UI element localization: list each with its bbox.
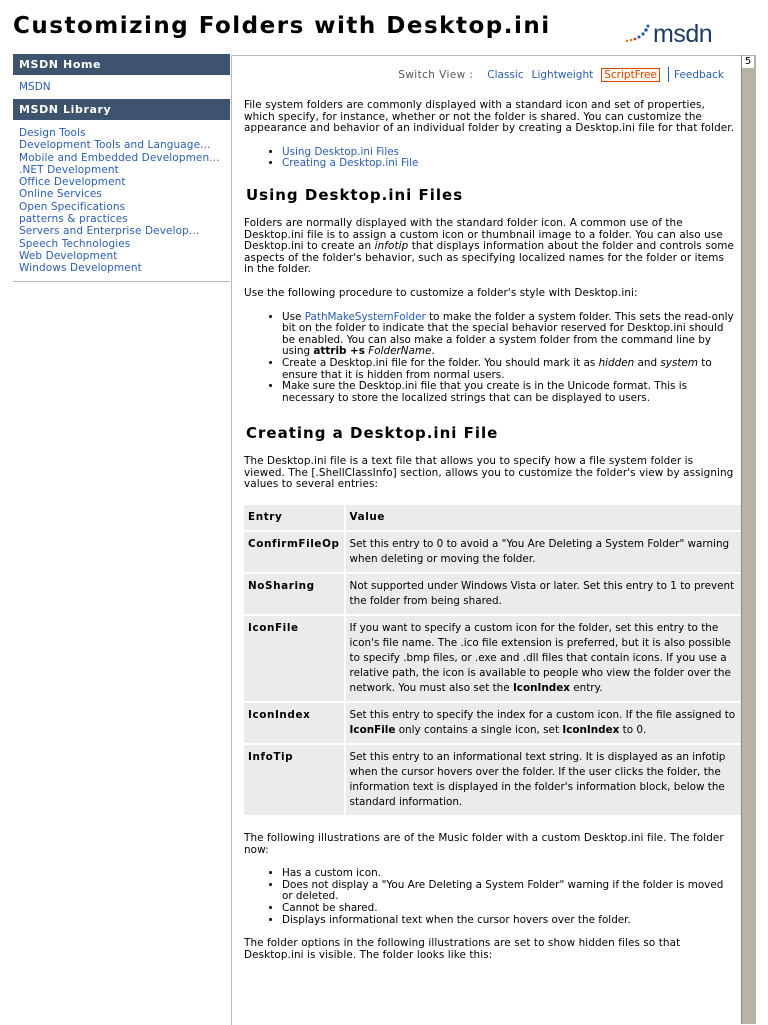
sidebar-item-office[interactable]: Office Development: [19, 176, 126, 189]
msdn-logo[interactable]: [625, 20, 743, 54]
sidebar-item-windows-development[interactable]: Windows Development: [19, 262, 142, 275]
foldername-arg: FolderName: [368, 345, 432, 358]
illustrations-paragraph: The following illustrations are of the Music folder with a custom Desktop.ini file. The folder now:: [244, 832, 724, 856]
entry-cell: InfoTip: [244, 745, 344, 815]
toc-item: [282, 158, 737, 170]
heading-creating-desktop-ini: Creating a Desktop.ini File: [246, 424, 499, 443]
sidebar-item-web-development[interactable]: Web Development: [19, 249, 118, 262]
table-row: [244, 745, 741, 815]
table-row: [244, 703, 741, 743]
scroll-indicator: 5: [742, 56, 754, 68]
msdn-swoosh-icon: [625, 24, 655, 44]
using-paragraph-text-end: that displays information about the folder and controls some aspects of the folder's behavior, such as specifying localized names for the folder or items in the folder.: [244, 240, 735, 276]
pathmakesystemfolder-link[interactable]: PathMakeSystemFolder: [304, 310, 426, 323]
creating-paragraph: The Desktop.ini file is a text file that allows you to specify how a file system folder is viewed. The [.ShellClassInfo] section, allows you to customize the folder's view by assigning values to several entries:: [244, 455, 734, 491]
list-item: • Cannot be shared.: [282, 903, 737, 915]
feedback-link[interactable]: Feedback: [673, 68, 724, 81]
sidebar-item-speech[interactable]: Speech Technologies: [19, 237, 131, 250]
list-item: • Does not display a "You Are Deleting a System Folder" warning if the folder is moved or deleted.: [282, 880, 737, 903]
entry-cell: ConfirmFileOp: [244, 532, 344, 572]
step-text: Create a Desktop.ini file for the folder. You should mark it as: [282, 356, 599, 369]
step-text: Use: [282, 310, 305, 323]
value-text: entry.: [569, 682, 603, 695]
sidebar-item-patterns-practices[interactable]: patterns & practices: [19, 213, 128, 226]
infotip-term: infotip: [374, 240, 409, 253]
sidebar-header-msdn-library[interactable]: MSDN Library: [13, 99, 230, 120]
step-text: and: [634, 356, 661, 369]
sidebar-item-online-services[interactable]: Online Services: [19, 188, 102, 201]
sidebar-link-msdn[interactable]: MSDN: [19, 81, 51, 93]
toc-link-creating[interactable]: Creating a Desktop.ini File: [282, 157, 419, 170]
list-item: • Displays informational text when the cursor hovers over the folder.: [282, 915, 737, 927]
column-header-value: Value: [346, 505, 741, 530]
sidebar-library-list: [13, 120, 230, 275]
value-text: Set this entry to specify the index for a custom icon. If the file assigned to: [349, 709, 736, 722]
table-header-row: [244, 505, 741, 530]
folder-features-list: [244, 868, 737, 926]
table-row: [244, 574, 741, 614]
toc-list: [244, 147, 737, 170]
column-header-entry: Entry: [244, 505, 344, 530]
entry-cell: IconIndex: [244, 703, 344, 743]
value-text: only contains a single icon, set: [395, 724, 563, 737]
value-cell: Set this entry to 0 to avoid a "You Are Deleting a System Folder" warning when deleting or moving the folder.: [346, 532, 741, 572]
view-lightweight-link[interactable]: Lightweight: [531, 68, 594, 81]
sidebar-item-open-specifications[interactable]: Open Specifications: [19, 200, 126, 213]
intro-paragraph: File system folders are commonly displayed with a standard icon and set of properties, which specify, for instance, whether or not the folder is shared. You can customize the appearance and behavior of an individual folder by creating a Desktop.ini file for that folder.: [244, 99, 735, 135]
value-cell: [346, 616, 741, 701]
vertical-scrollbar[interactable]: [741, 55, 756, 1024]
procedure-step: [282, 358, 737, 381]
procedure-step: [282, 312, 737, 358]
sidebar-item-design-tools[interactable]: Design Tools: [19, 127, 86, 139]
step-text: .: [431, 345, 435, 358]
sidebar-item-mobile-embedded[interactable]: Mobile and Embedded Developmen...: [19, 151, 220, 164]
value-cell: Not supported under Windows Vista or later. Set this entry to 1 to prevent the folder from being shared.: [346, 574, 741, 614]
value-cell: Set this entry to an informational text string. It is displayed as an infotip when the cursor hovers over the folder. If the user clicks the folder, the information text is displayed in the folder's information block, below the standard information.: [346, 745, 741, 815]
toc-link-using[interactable]: Using Desktop.ini Files: [282, 145, 400, 158]
view-scriptfree-link[interactable]: ScriptFree: [601, 68, 660, 82]
procedure-step: • Make sure the Desktop.ini file that you create is in the Unicode format. This is necessary to store the localized strings that can be displayed to users.: [282, 381, 737, 404]
iconfile-term: IconFile: [349, 724, 396, 737]
iconindex-term: IconIndex: [562, 724, 620, 737]
entry-cell: IconFile: [244, 616, 344, 701]
value-text: If you want to specify a custom icon for the folder, set this entry to the icon's file name. The .ico file extension is preferred, but it is also possible to specify .bmp files, or .exe and .dll files that contain icons. If you use a relative path, the icon is available to people who view the folder over the network. You must also set the: [349, 622, 731, 695]
value-cell: [346, 703, 741, 743]
using-paragraph: [244, 218, 737, 276]
procedure-list: [244, 312, 737, 405]
view-classic-link[interactable]: Classic: [487, 68, 524, 81]
article-body: [244, 100, 737, 973]
sidebar-item-dotnet[interactable]: .NET Development: [19, 163, 119, 176]
table-row: [244, 532, 741, 572]
attrib-command: attrib +s: [313, 345, 365, 358]
sidebar: [13, 54, 230, 282]
iconindex-term: IconIndex: [512, 682, 570, 695]
entries-table: [242, 503, 741, 817]
procedure-intro: Use the following procedure to customize a folder's style with Desktop.ini:: [244, 286, 638, 299]
system-term: system: [660, 356, 698, 369]
msdn-logo-text: msdn: [653, 20, 713, 48]
value-text: to 0.: [619, 724, 647, 737]
sidebar-header-msdn-home[interactable]: MSDN Home: [13, 54, 230, 75]
list-item: • Has a custom icon.: [282, 868, 737, 880]
sidebar-item-development-tools[interactable]: Development Tools and Language...: [19, 139, 211, 152]
switch-view-divider: [668, 67, 669, 82]
table-row: [244, 616, 741, 701]
switch-view-label: Switch View :: [398, 68, 474, 81]
page-title: Customizing Folders with Desktop.ini: [13, 13, 551, 39]
switch-view-bar: [398, 67, 732, 82]
entry-cell: NoSharing: [244, 574, 344, 614]
main-content: [231, 55, 741, 1025]
step-text: to ensure that it is hidden from normal users.: [282, 356, 712, 381]
heading-using-desktop-ini: Using Desktop.ini Files: [246, 185, 464, 204]
using-paragraph-text: Folders are normally displayed with the standard folder icon. A common use of the Desktop.ini file is to assign a custom icon or thumbnail image to a folder. You can also use Desktop.ini to create an: [244, 216, 723, 253]
hidden-term: hidden: [598, 356, 635, 369]
sidebar-item-servers-enterprise[interactable]: Servers and Enterprise Develop...: [19, 225, 200, 238]
folder-options-paragraph: The folder options in the following illustrations are set to show hidden files so that Desktop.ini is visible. The folder looks like this:: [244, 937, 681, 961]
step-text: to make the folder a system folder. This sets the read-only bit on the folder to indicate that the special behavior reserved for Desktop.ini should be enabled. You can also make a folder a system folder from the command line by using: [282, 310, 734, 358]
